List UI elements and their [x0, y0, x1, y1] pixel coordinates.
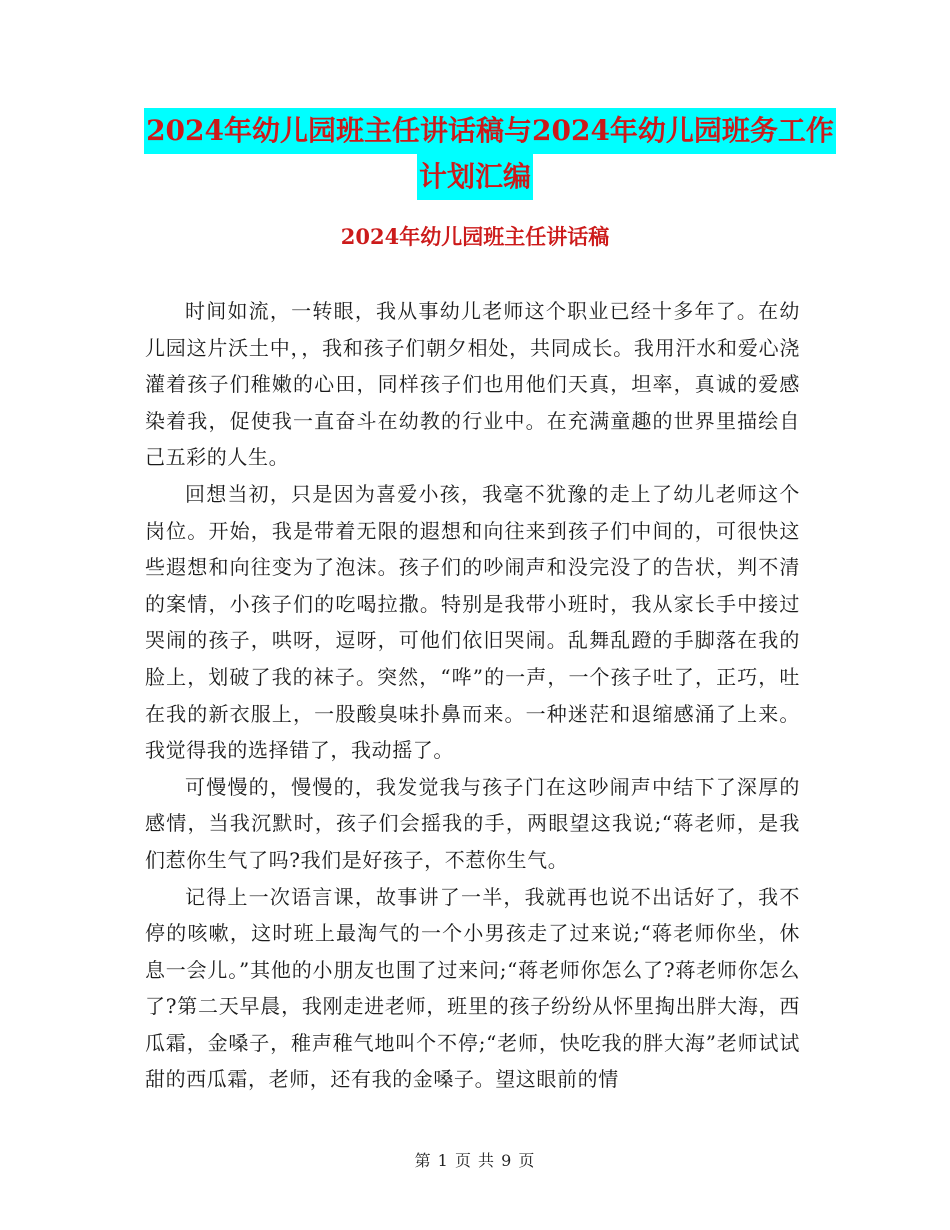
document-body: [145, 293, 800, 1098]
document-title-line-1: 2024年幼儿园班主任讲话稿与2024年幼儿园班务工作: [144, 108, 836, 154]
paragraph: 回想当初，只是因为喜爱小孩，我毫不犹豫的走上了幼儿老师这个岗位。开始，我是带着无限的遐想和向往来到孩子们中间的，可很快这些遐想和向往变为了泡沫。孩子们的吵闹声和没完没了的告状，判不清的案情，小孩子们的吃喝拉撒。特别是我带小班时，我从家长手中接过哭闹的孩子，哄呀，逗呀，可他们依旧哭闹。乱舞乱蹬的手脚落在我的脸上，划破了我的袜子。突然，“哗”的一声，一个孩子吐了，正巧，吐在我的新衣服上，一股酸臭味扑鼻而来。一种迷茫和退缩感涌了上来。我觉得我的选择错了，我动摇了。: [145, 481, 800, 763]
paragraph: 记得上一次语言课，故事讲了一半，我就再也说不出话好了，我不停的咳嗽，这时班上最淘气的一个小男孩走了过来说;“蒋老师你坐，休息一会儿。”其他的小朋友也围了过来问;“蒋老师你怎么了?蒋老师你怎么了?第二天早晨，我刚走进老师，班里的孩子纷纷从怀里掏出胖大海，西瓜霜，金嗓子，稚声稚气地叫个不停;“老师，快吃我的胖大海”老师试试甜的西瓜霜，老师，还有我的金嗓子。望这眼前的情: [145, 884, 800, 1092]
page-footer: 第 1 页 共 9 页: [414, 1151, 536, 1170]
document-title: [0, 108, 950, 200]
section-title: 2024年幼儿园班主任讲话稿: [340, 224, 610, 249]
paragraph: 时间如流，一转眼，我从事幼儿老师这个职业已经十多年了。在幼儿园这片沃土中，，我和孩子们朝夕相处，共同成长。我用汗水和爱心浇灌着孩子们稚嫩的心田，同样孩子们也用他们天真，坦率，真诚的爱感染着我，促使我一直奋斗在幼教的行业中。在充满童趣的世界里描绘自己五彩的人生。: [145, 299, 800, 470]
document-title-line-2: 计划汇编: [417, 154, 533, 200]
paragraph: 可慢慢的，慢慢的，我发觉我与孩子门在这吵闹声中结下了深厚的感情，当我沉默时，孩子们会摇我的手，两眼望这我说;“蒋老师，是我们惹你生气了吗?我们是好孩子，不惹你生气。: [145, 774, 800, 872]
